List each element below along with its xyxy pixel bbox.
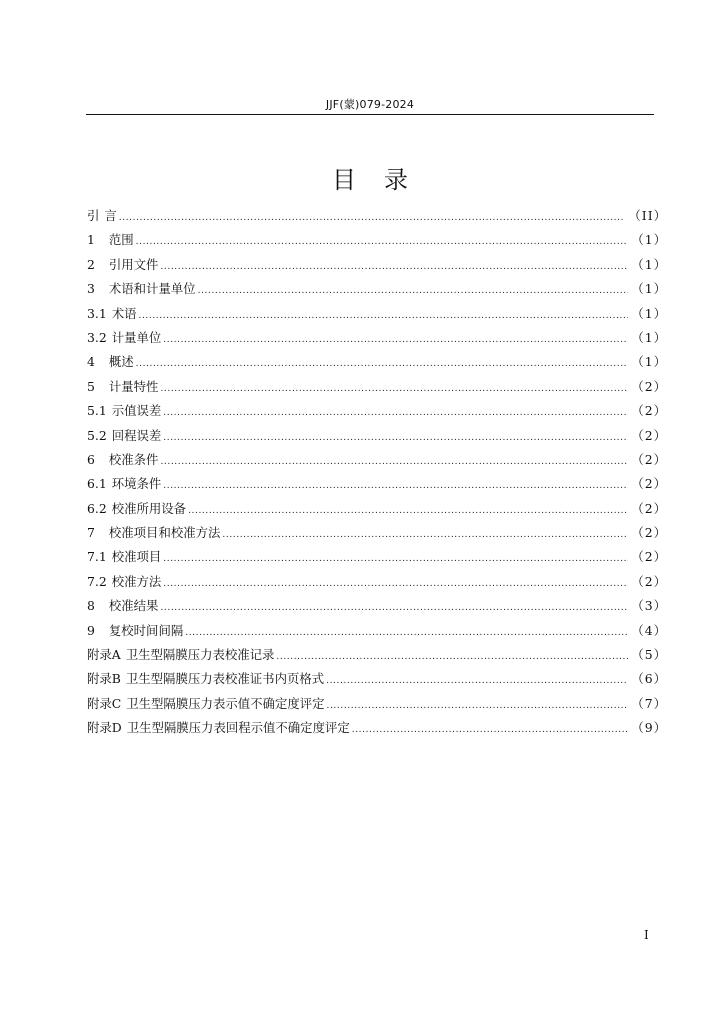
toc-entry-title: 校准条件	[108, 451, 159, 467]
toc-entry-page: （5）	[631, 647, 667, 663]
toc-entry-title: 计量单位	[111, 329, 162, 345]
toc-dot-leader	[136, 237, 629, 247]
toc-entry-page: （2）	[631, 549, 667, 565]
toc-entry-title: 概述	[108, 354, 134, 370]
toc-entry-page: （2）	[631, 427, 667, 443]
toc-entry-page: （1）	[631, 256, 667, 272]
toc-entry-title: 回程误差	[111, 427, 162, 443]
toc-entry[interactable]	[87, 669, 667, 693]
toc-dot-leader	[139, 311, 629, 321]
toc-dot-leader	[136, 359, 629, 369]
toc-dot-leader	[188, 506, 628, 516]
toc-dot-leader	[163, 433, 628, 443]
toc-entry-number: 附录D	[87, 720, 122, 736]
toc-entry-page: （1）	[631, 305, 667, 321]
toc-entry-title: 术语和计量单位	[108, 281, 196, 297]
toc-dot-leader	[163, 579, 628, 589]
toc-entry-number: 5.1	[87, 403, 107, 419]
toc-dot-leader	[276, 652, 628, 662]
toc-dot-leader	[160, 457, 628, 467]
toc-entry-title: 计量特性	[108, 378, 159, 394]
toc-entry-number: 8	[87, 598, 95, 614]
toc-entry-title: 示值误差	[111, 403, 162, 419]
toc-dot-leader	[160, 603, 628, 613]
toc-entry-number: 引	[87, 208, 100, 223]
toc-entry[interactable]	[87, 718, 667, 742]
header-divider	[86, 114, 654, 115]
toc-entry-page: （2）	[631, 378, 667, 394]
toc-entry[interactable]	[87, 547, 667, 571]
toc-entry[interactable]	[87, 523, 667, 547]
toc-entry[interactable]	[87, 304, 667, 328]
toc-entry-page: （2）	[631, 573, 667, 589]
toc-entry[interactable]	[87, 474, 667, 498]
toc-entry-number: 2	[87, 256, 95, 272]
toc-entry-number: 3	[87, 281, 95, 297]
toc-entry-number: 5	[87, 378, 95, 394]
toc-entry-title: 卫生型隔膜压力表示值不确定度评定	[126, 695, 325, 711]
toc-entry[interactable]	[87, 499, 667, 523]
toc-entry[interactable]	[87, 621, 667, 645]
toc-entry-title: 卫生型隔膜压力表回程示值不确定度评定	[126, 720, 350, 736]
toc-entry-page: （1）	[631, 329, 667, 345]
toc-entry-title: 卫生型隔膜压力表校准证书内页格式	[125, 671, 325, 687]
toc-entry-page: （2）	[631, 476, 667, 492]
toc-entry-number: 5.2	[87, 427, 107, 443]
toc-entry[interactable]	[87, 401, 667, 425]
toc-entry-title: 言	[104, 208, 117, 223]
toc-entry-number: 7.2	[87, 573, 107, 589]
toc-dot-leader	[163, 408, 628, 418]
toc-entry-title: 卫生型隔膜压力表校准记录	[125, 647, 275, 663]
toc-entry[interactable]	[87, 450, 667, 474]
toc-entry-number: 附录A	[87, 647, 121, 663]
toc-dot-leader	[163, 335, 628, 345]
toc-entry[interactable]	[87, 206, 667, 230]
toc-entry-title: 范围	[108, 232, 134, 248]
toc-entry-page: （7）	[631, 695, 667, 711]
toc-entry-number: 4	[87, 354, 95, 370]
toc-entry-title: 引用文件	[108, 256, 159, 272]
toc-entry[interactable]	[87, 596, 667, 620]
toc-entry-title: 校准方法	[111, 573, 162, 589]
toc-dot-leader	[160, 384, 628, 394]
toc-dot-leader	[327, 701, 629, 711]
toc-entry-title: 校准所用设备	[111, 500, 187, 516]
toc-dot-leader	[352, 725, 629, 735]
page-number: I	[644, 928, 649, 942]
toc-entry[interactable]	[87, 572, 667, 596]
toc-entry[interactable]	[87, 328, 667, 352]
toc-entry-page: （1）	[631, 232, 667, 248]
table-of-contents	[87, 206, 667, 743]
toc-entry[interactable]	[87, 352, 667, 376]
toc-entry[interactable]	[87, 377, 667, 401]
toc-entry-title: 术语	[111, 305, 137, 321]
toc-entry-page: （9）	[631, 720, 667, 736]
toc-entry-number: 1	[87, 232, 95, 248]
toc-entry[interactable]	[87, 645, 667, 669]
toc-entry-number: 7	[87, 525, 95, 541]
toc-entry-page: （1）	[631, 281, 667, 297]
toc-entry[interactable]	[87, 426, 667, 450]
toc-entry-number: 9	[87, 622, 95, 638]
toc-dot-leader	[163, 554, 628, 564]
toc-entry-title: 环境条件	[111, 476, 162, 492]
toc-entry-page: （6）	[631, 671, 667, 687]
toc-entry-number: 附录C	[87, 695, 122, 711]
toc-dot-leader	[222, 530, 628, 540]
toc-dot-leader	[160, 262, 628, 272]
toc-entry-title: 校准项目	[111, 549, 162, 565]
toc-entry-page: （2）	[631, 451, 667, 467]
toc-dot-leader	[119, 213, 626, 223]
toc-entry-title: 校准项目和校准方法	[108, 525, 221, 541]
toc-entry-page: （1）	[631, 354, 667, 370]
toc-entry-number: 3.2	[87, 329, 107, 345]
toc-entry-title: 复校时间间隔	[108, 622, 184, 638]
toc-entry-number: 6.2	[87, 500, 107, 516]
toc-entry-page: （2）	[631, 500, 667, 516]
toc-entry-page: （II）	[628, 208, 667, 223]
toc-entry[interactable]	[87, 279, 667, 303]
toc-entry-page: （2）	[631, 403, 667, 419]
toc-entry-number: 6	[87, 451, 95, 467]
toc-entry-number: 3.1	[87, 305, 107, 321]
standard-code-header: JJF(蒙)079-2024	[325, 98, 415, 111]
page-title: 目录	[332, 166, 436, 195]
toc-entry-title: 校准结果	[108, 598, 159, 614]
toc-entry-page: （2）	[631, 525, 667, 541]
toc-entry-number: 7.1	[87, 549, 107, 565]
toc-dot-leader	[163, 481, 628, 491]
toc-dot-leader	[326, 676, 628, 686]
toc-entry[interactable]	[87, 694, 667, 718]
toc-dot-leader	[198, 286, 629, 296]
toc-entry[interactable]	[87, 255, 667, 279]
toc-entry-page: （3）	[631, 598, 667, 614]
toc-entry-page: （4）	[631, 622, 667, 638]
toc-entry[interactable]	[87, 230, 667, 254]
toc-dot-leader	[185, 628, 628, 638]
toc-entry-number: 附录B	[87, 671, 121, 687]
toc-entry-number: 6.1	[87, 476, 107, 492]
